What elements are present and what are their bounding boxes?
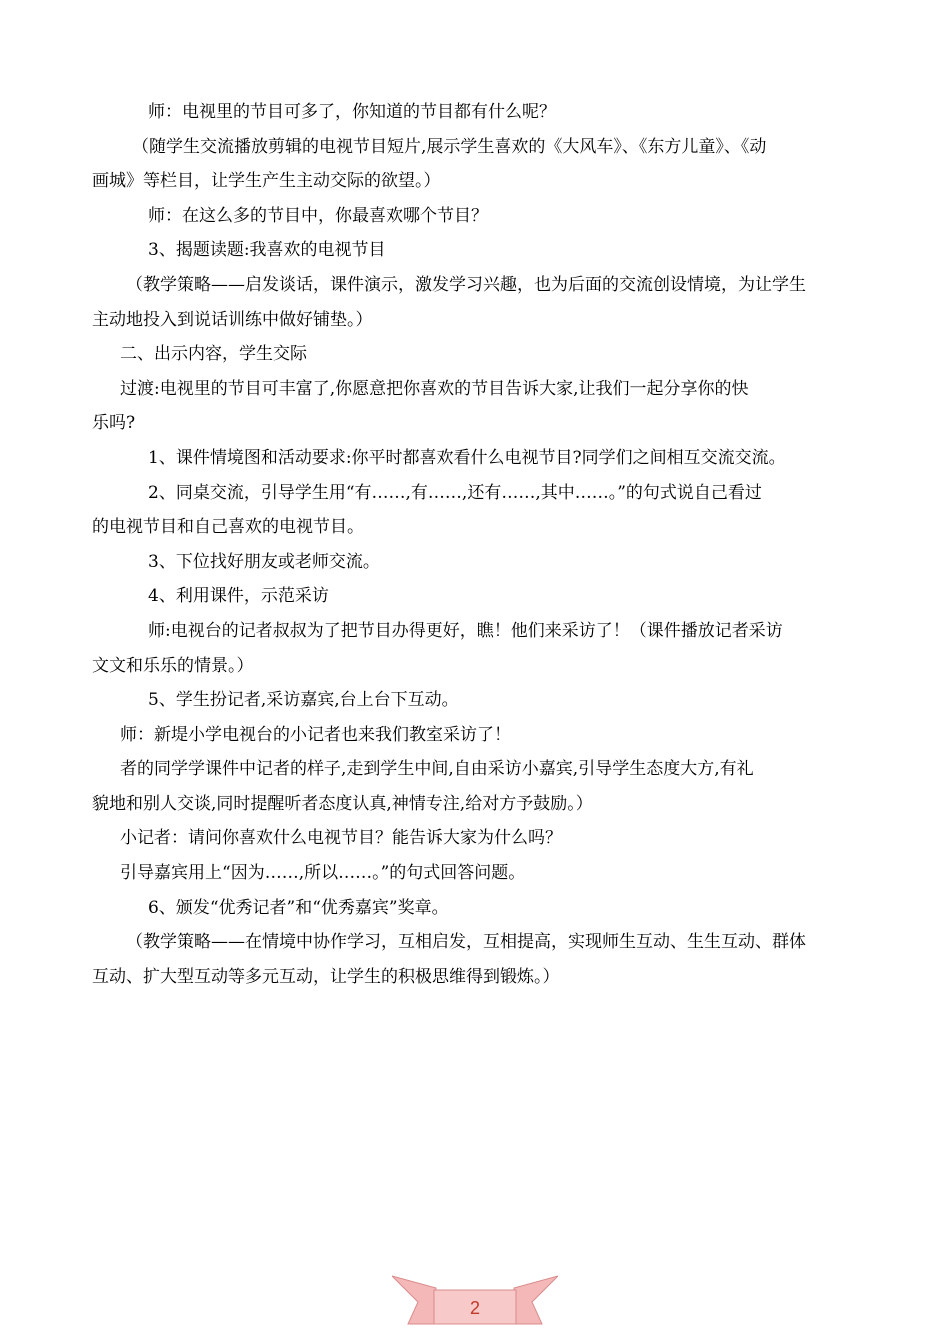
paragraph-line: 过渡:电视里的节目可丰富了,你愿意把你喜欢的节目告诉大家,让我们一起分享你的快	[120, 378, 749, 399]
paragraph-line: （教学策略——启发谈话，课件演示，激发学习兴趣，也为后面的交流创设情境，为让学生	[126, 274, 806, 295]
paragraph-line: 5、学生扮记者,采访嘉宾,台上台下互动。	[148, 690, 459, 711]
document-body	[92, 95, 862, 994]
paragraph-line: 师:电视台的记者叔叔为了把节目办得更好，瞧！他们来采访了！（课件播放记者采访	[148, 620, 783, 641]
paragraph-line: 4、利用课件，示范采访	[148, 586, 329, 607]
paragraph-line: 貌地和别人交谈,同时提醒听者态度认真,神情专注,给对方予鼓励。）	[92, 793, 593, 814]
paragraph-line: 互动、扩大型互动等多元互动，让学生的积极思维得到锻炼。）	[92, 966, 560, 987]
paragraph-line: 小记者：请问你喜欢什么电视节目？能告诉大家为什么吗？	[120, 828, 562, 849]
paragraph-line: 文文和乐乐的情景。）	[92, 655, 254, 676]
paragraph-line: 6、颁发“优秀记者”和“优秀嘉宾”奖章。	[148, 897, 449, 918]
paragraph-line: 师：电视里的节目可多了，你知道的节目都有什么呢？	[148, 102, 556, 122]
paragraph-line: 3、揭题读题:我喜欢的电视节目	[148, 240, 386, 261]
paragraph-line: 乐吗?	[92, 413, 136, 434]
page-number: 2	[469, 1298, 480, 1318]
paragraph-line: 2、同桌交流，引导学生用“有……,有……,还有……,其中……。”的句式说自己看过	[148, 482, 762, 503]
ribbon-left-tail	[392, 1276, 436, 1324]
paragraph-line: 引导嘉宾用上“因为……,所以……。”的句式回答问题。	[120, 863, 526, 884]
section-heading: 二、出示内容，学生交际	[120, 344, 307, 365]
paragraph-line: 1、课件情境图和活动要求:你平时都喜欢看什么电视节目?同学们之间相互交流交流。	[148, 447, 786, 468]
paragraph-line: 者的同学学课件中记者的样子,走到学生中间,自由采访小嘉宾,引导学生态度大方,有礼	[120, 759, 754, 780]
paragraph-line: 的电视节目和自己喜欢的电视节目。	[92, 517, 364, 538]
paragraph-line: 主动地投入到说话训练中做好铺垫。）	[92, 309, 373, 330]
paragraph-line: 师：在这么多的节目中，你最喜欢哪个节目？	[148, 205, 488, 226]
paragraph-line: （教学策略——在情境中协作学习，互相启发，互相提高，实现师生互动、生生互动、群体	[126, 932, 806, 953]
paragraph-line: 师：新堤小学电视台的小记者也来我们教室采访了！	[120, 724, 511, 745]
paragraph-line: （随学生交流播放剪辑的电视节目短片,展示学生喜欢的《大风车》、《东方儿童》、《动	[132, 136, 767, 157]
paragraph-line: 3、下位找好朋友或老师交流。	[148, 551, 380, 572]
paragraph-line: 画城》等栏目，让学生产生主动交际的欲望。）	[92, 171, 441, 192]
ribbon-right-tail	[514, 1276, 558, 1324]
